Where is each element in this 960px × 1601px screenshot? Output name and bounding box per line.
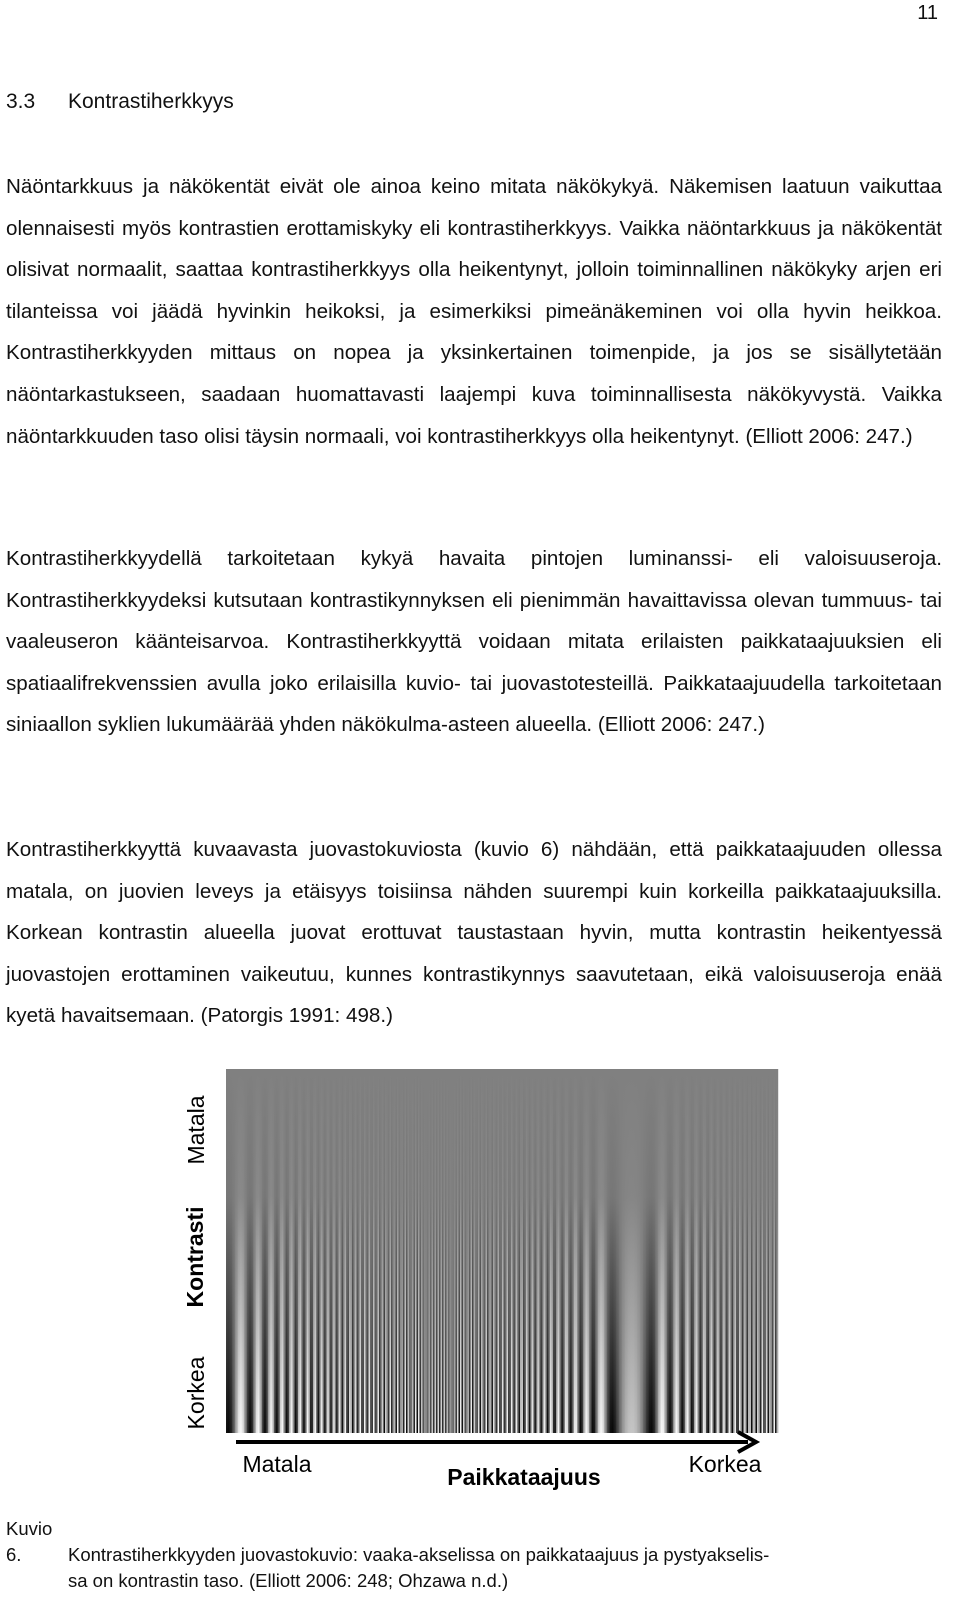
paragraph-1: Näöntarkkuus ja näkökentät eivät ole ainoa keino mitata näkökykyä. Näkemisen laatuun vaikuttaa olennaisesti myös kontrastien erottamiskyky eli kontrastiherkkyys. Vaikka näöntarkkuus ja näkökentät olisivat normaalit, saattaa kontrastiherkkyys olla heikentynyt, jolloin toiminnallinen näkökyky arjen eri tilanteissa voi jäädä hyvinkin heikoksi, ja esimerkiksi pimeänäkeminen voi olla hyvin heikkoa. Kontrastiherkkyyden mittaus on nopea ja yksinkertainen toimenpide, ja jos se sisällytetään näöntarkastukseen, saadaan huomattavasti laajempi kuva toiminnallisesta näkökyvystä. Vaikka näöntarkkuuden taso olisi täysin normaali, voi kontrastiherkkyys olla heikentynyt. (Elliott 2006: 247.) <box>6 175 942 448</box>
section-number: 3.3 <box>6 90 36 113</box>
y-axis-low-label: Korkea <box>183 1356 209 1430</box>
figure-svg <box>0 1060 960 1520</box>
section-title: Kontrastiherkkyys <box>68 90 234 113</box>
x-axis <box>236 1432 762 1490</box>
contrast-sensitivity-figure <box>0 1060 960 1520</box>
x-axis-title: Paikkataajuus <box>447 1464 601 1490</box>
paragraph-2: Kontrastiherkkyydellä tarkoitetaan kykyä havaita pintojen luminanssi- eli valoisuuseroja. Kontrastiherkkyydeksi kutsutaan kontrastikynnyksen eli pienimmän havaittavissa olevan tummuus- tai vaaleuseron käänteisarvoa. Kontrastiherkkyyttä voidaan mitata erilaisten paikkataajuuksien eli spatiaalifrekvenssien avulla joko erilaisilla kuvio- tai juovastotesteillä. Paikkataajuudella tarkoitetaan siniaallon syklien lukumäärää yhden näkökulma-asteen alueella. (Elliott 2006: 247.) <box>6 547 942 737</box>
x-axis-low-label: Matala <box>242 1451 312 1477</box>
y-axis <box>182 1095 209 1429</box>
section-heading <box>6 90 234 114</box>
grating-pattern <box>226 1069 778 1433</box>
caption-label: Kuvio 6. <box>6 1518 53 1565</box>
caption-line-1: Kontrastiherkkyyden juovastokuvio: vaaka-akselissa on paikkataajuus ja pystyakselis- <box>68 1544 770 1565</box>
page-number: 11 <box>917 2 938 24</box>
paragraph-3: Kontrastiherkkyyttä kuvaavasta juovastokuviosta (kuvio 6) nähdään, että paikkataajuuden ollessa matala, on juovien leveys ja etäisyys toisiinsa nähden suurempi kuin korkeilla paikkataajuuksilla. Korkean kontrastin alueella juovat erottuvat taustastaan hyvin, mutta kontrastin heikentyessä juovastojen erottaminen vaikeutuu, kunnes kontrastikynnys saavutetaan, eikä valoisuuseroja enää kyetä havaitsemaan. (Patorgis 1991: 498.) <box>6 838 942 1028</box>
y-axis-high-label: Matala <box>183 1095 209 1165</box>
caption-line-2: sa on kontrastin taso. (Elliott 2006: 248; Ohzawa n.d.) <box>68 1570 509 1591</box>
y-axis-title: Kontrasti <box>182 1206 208 1308</box>
figure-caption <box>6 1516 936 1594</box>
x-axis-high-label: Korkea <box>688 1451 762 1477</box>
